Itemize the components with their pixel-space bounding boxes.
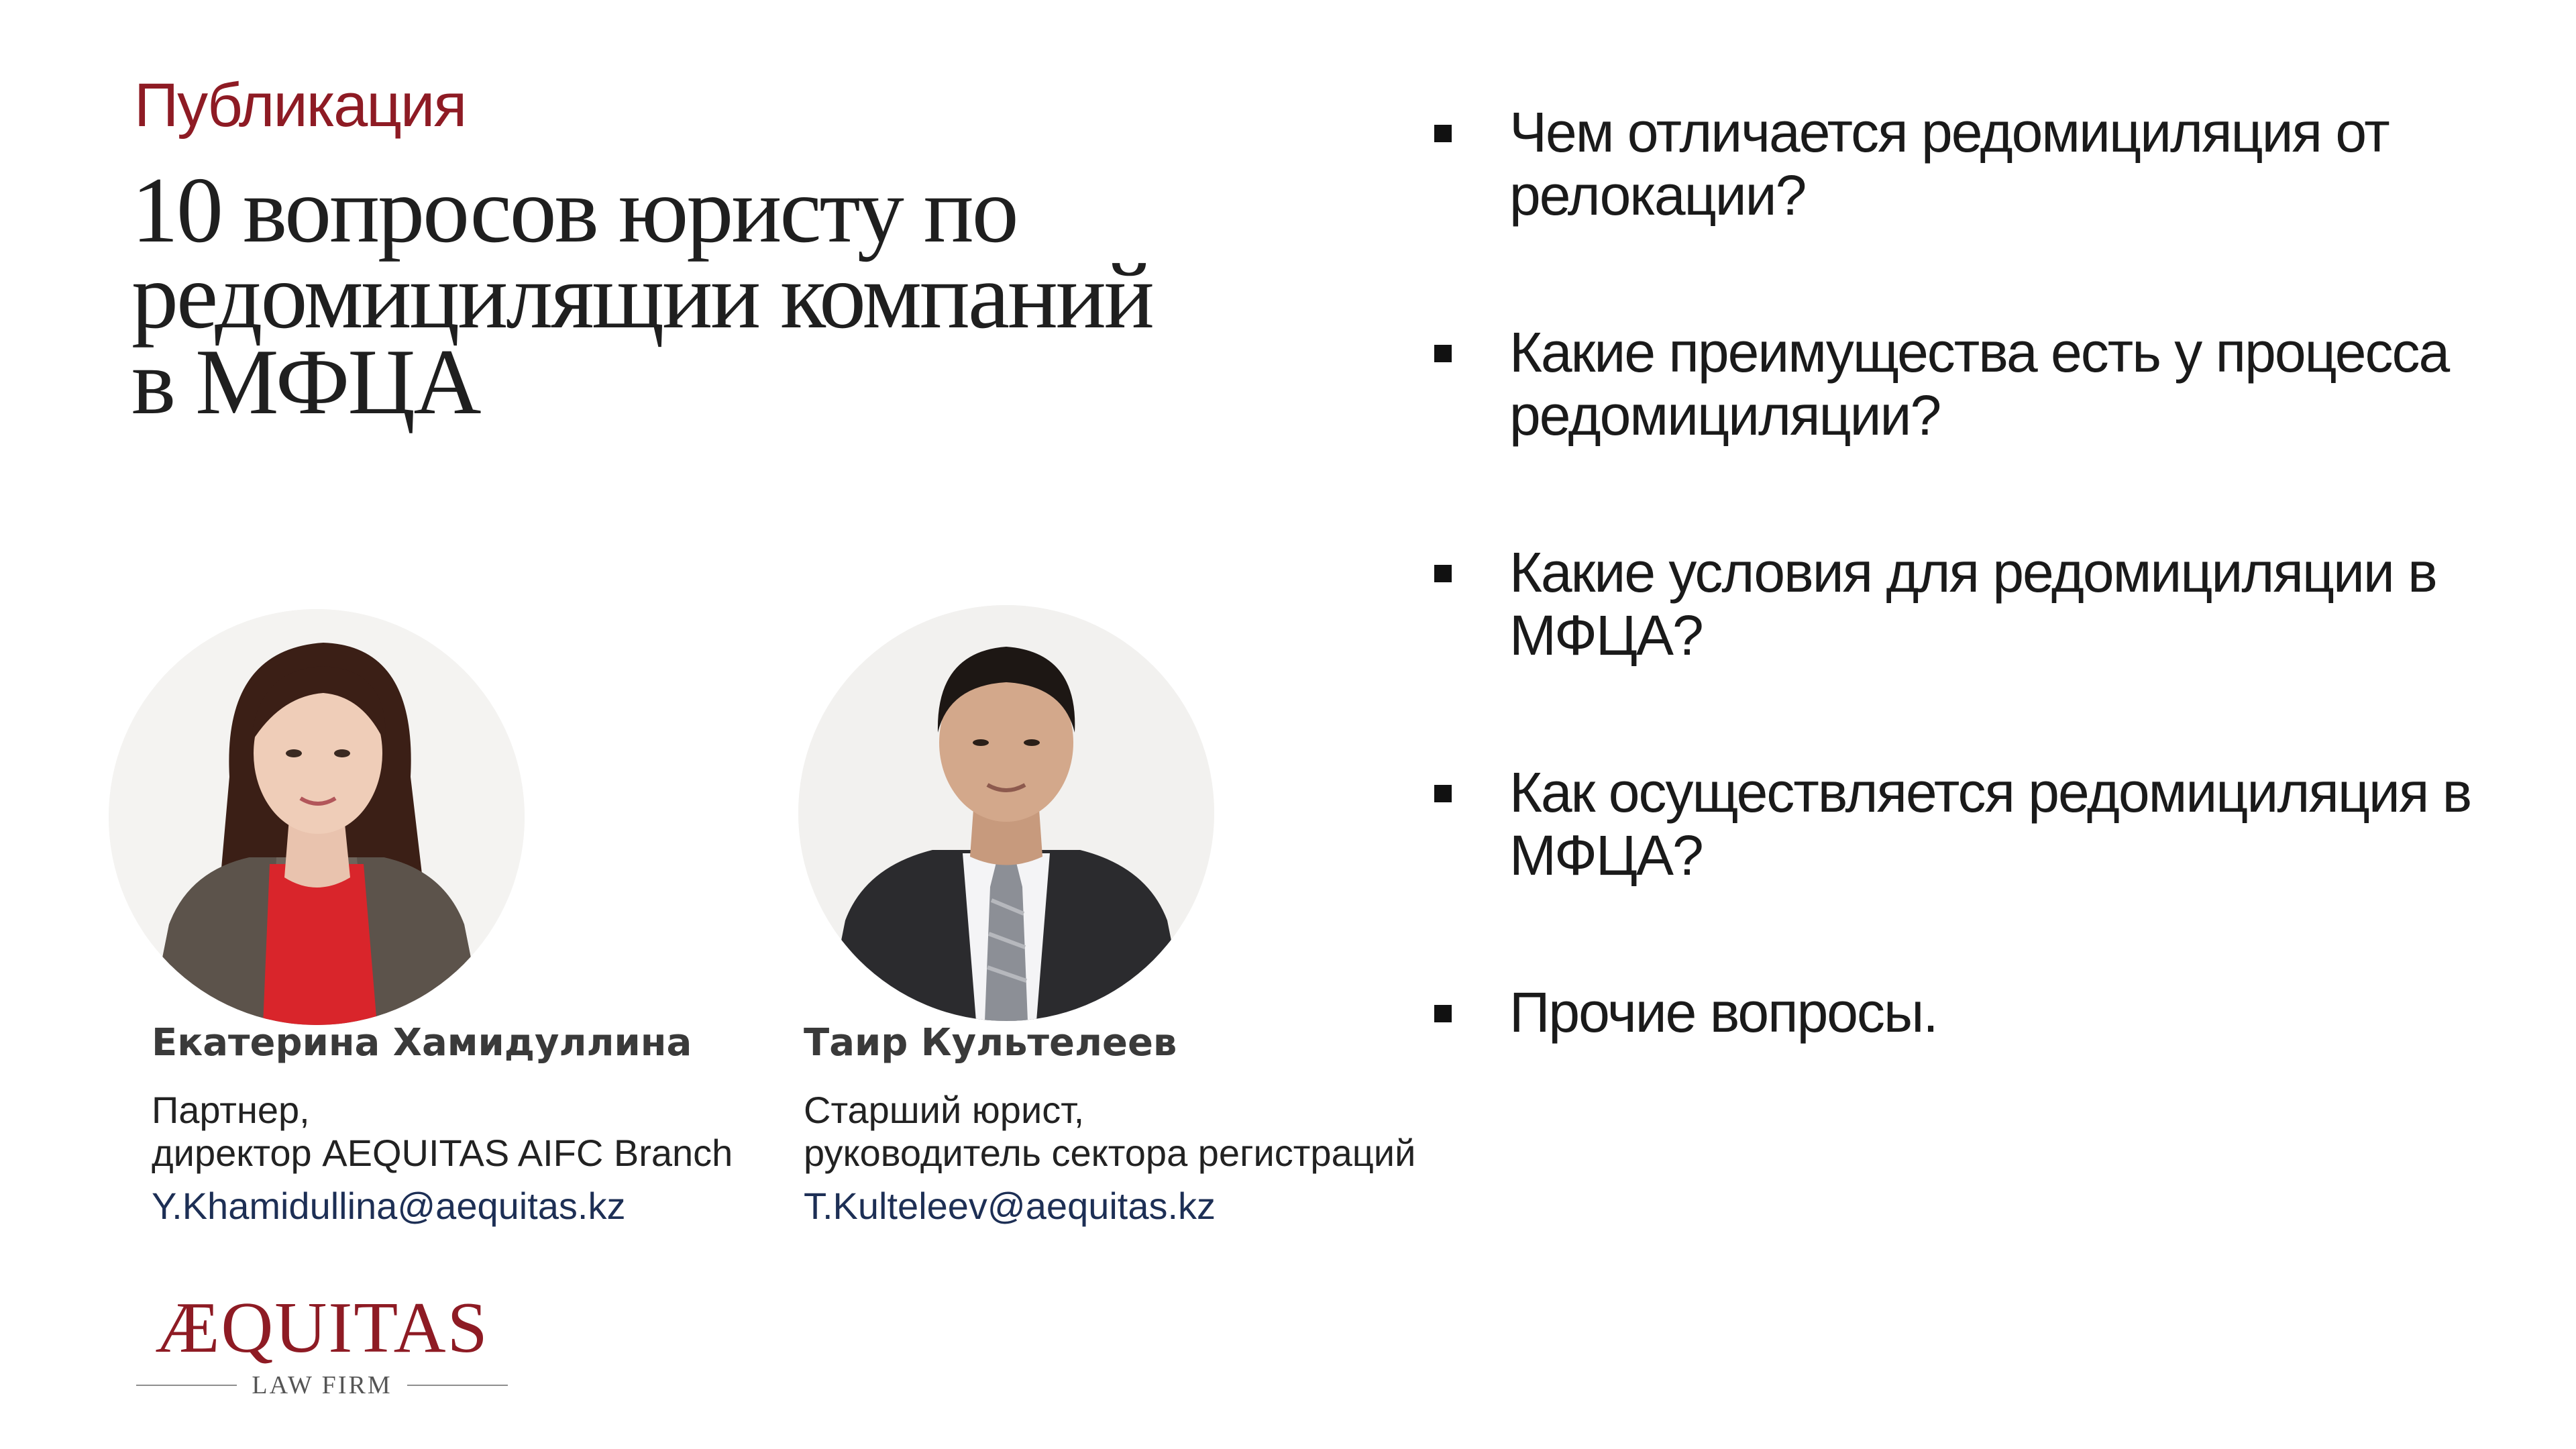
title-line: в МФЦА bbox=[131, 330, 480, 434]
question-text: Какие преимущества есть у процесса редомициляции? bbox=[1509, 321, 2449, 447]
question-text: Какие условия для редомициляции в МФЦА? bbox=[1509, 541, 2436, 667]
person-name: Таир Культелеев bbox=[804, 1021, 1177, 1065]
question-item bbox=[1429, 541, 2536, 761]
logo-divider bbox=[407, 1385, 508, 1386]
questions-list bbox=[1429, 101, 2536, 1201]
person-role-line: Партнер, bbox=[152, 1089, 310, 1131]
bullet-square-icon bbox=[1434, 1005, 1452, 1022]
person-card-khamidullina bbox=[152, 1013, 809, 1228]
question-item bbox=[1429, 761, 2536, 981]
person-role-line: руководитель сектора регистраций bbox=[804, 1132, 1416, 1174]
logo-subtitle: LAW FIRM bbox=[252, 1371, 392, 1399]
title-line: 10 вопросов юристу по bbox=[131, 158, 1017, 262]
bullet-square-icon bbox=[1434, 785, 1452, 802]
question-text: Прочие вопросы. bbox=[1509, 981, 1937, 1044]
question-item bbox=[1429, 101, 2536, 321]
aequitas-logo bbox=[134, 1288, 510, 1405]
portrait-khamidullina bbox=[109, 609, 525, 1025]
person-card-kulteleev bbox=[804, 1013, 1515, 1228]
person-email-link[interactable]: T.Kulteleev@aequitas.kz bbox=[804, 1185, 1216, 1227]
publication-label: Публикация bbox=[134, 71, 466, 140]
portrait-kulteleev bbox=[798, 605, 1214, 1021]
logo-divider bbox=[136, 1385, 237, 1386]
person-role-line: директор AEQUITAS AIFC Branch bbox=[152, 1132, 733, 1174]
person-role bbox=[152, 1089, 809, 1175]
question-text: Чем отличается редомициляция от релокации? bbox=[1509, 101, 2389, 227]
person-name: Екатерина Хамидуллина bbox=[152, 1021, 692, 1065]
bullet-square-icon bbox=[1434, 565, 1452, 582]
person-email-link[interactable]: Y.Khamidullina@aequitas.kz bbox=[152, 1185, 626, 1227]
person-role bbox=[804, 1089, 1515, 1175]
question-item bbox=[1429, 321, 2536, 541]
page-title bbox=[131, 158, 1406, 434]
bullet-square-icon bbox=[1434, 345, 1452, 362]
question-text: Как осуществляется редомициляция в МФЦА? bbox=[1509, 761, 2471, 887]
bullet-square-icon bbox=[1434, 125, 1452, 142]
logo-subtitle-row bbox=[134, 1371, 510, 1400]
question-item bbox=[1429, 981, 2536, 1201]
person-role-line: Старший юрист, bbox=[804, 1089, 1085, 1131]
title-line: редомицилящии компаний bbox=[131, 244, 1152, 348]
logo-wordmark: ÆQUITAS bbox=[155, 1288, 489, 1368]
